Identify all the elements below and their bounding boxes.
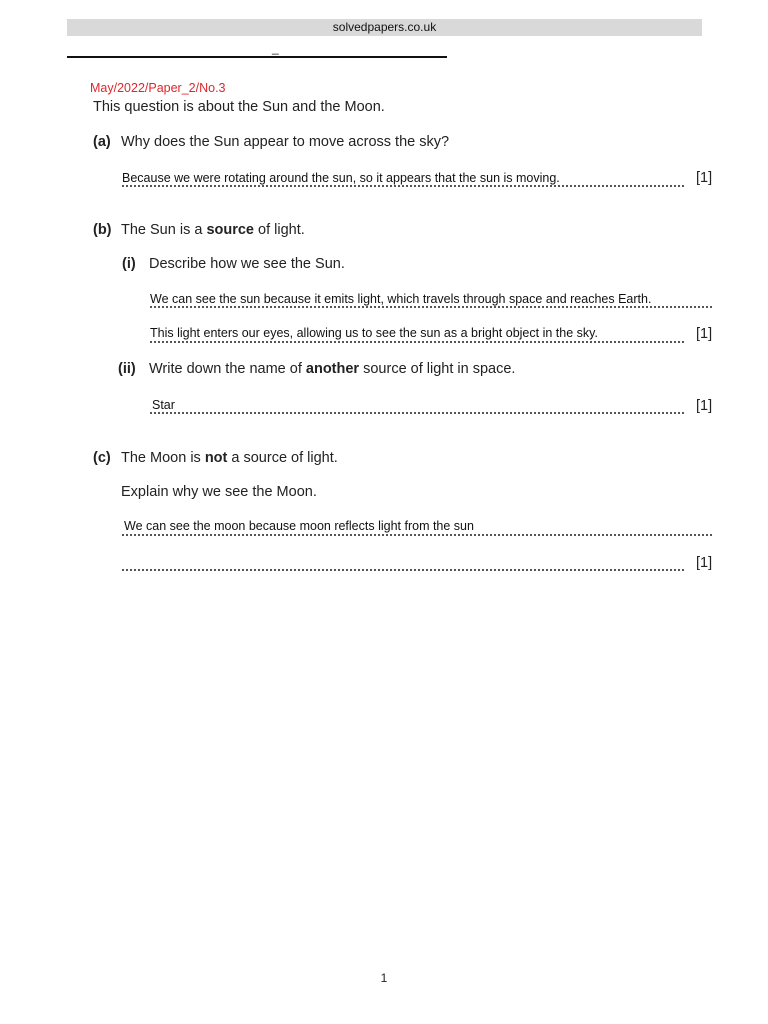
part-c-line1 [122,534,712,536]
part-c-answer-line1[interactable]: We can see the moon because moon reflects light from the sun [124,519,474,533]
part-b-i-answer-line1[interactable]: We can see the sun because it emits light, which travels through space and reaches Earth. [150,292,652,306]
page-number: 1 [380,971,388,985]
part-c-statement: The Moon is not a source of light. [121,450,338,466]
part-b-ii-question: Write down the name of another source of light in space. [149,361,516,377]
part-c-question: Explain why we see the Moon. [121,484,317,500]
part-b-ii-answer[interactable]: Star [152,398,175,412]
part-a-marks: [1] [696,170,713,186]
part-b-i-line1 [150,306,712,308]
part-b-i-question: Describe how we see the Sun. [149,256,345,272]
part-c-line2 [122,569,684,571]
part-c-marks: [1] [696,555,713,571]
part-b-label: (b) [93,222,112,238]
part-a-answer-line [122,185,684,187]
part-b-i-line2 [150,341,684,343]
part-a-label: (a) [93,134,111,150]
part-b-statement: The Sun is a source of light. [121,222,305,238]
header-dash: _ [272,41,279,55]
header-rule [67,56,447,58]
site-header: solvedpapers.co.uk [67,19,702,36]
part-b-ii-marks: [1] [696,398,713,414]
paper-reference: May/2022/Paper_2/No.3 [90,81,226,95]
part-b-ii-label: (ii) [118,361,136,377]
part-b-ii-line [150,412,684,414]
question-intro: This question is about the Sun and the Moon. [93,99,385,115]
part-c-label: (c) [93,450,111,466]
part-b-i-marks: [1] [696,326,713,342]
part-a-answer[interactable]: Because we were rotating around the sun, so it appears that the sun is moving. [122,171,560,185]
part-b-i-answer-line2[interactable]: This light enters our eyes, allowing us to see the sun as a bright object in the sky. [150,326,598,340]
part-b-i-label: (i) [122,256,136,272]
part-a-question: Why does the Sun appear to move across the sky? [121,134,450,150]
